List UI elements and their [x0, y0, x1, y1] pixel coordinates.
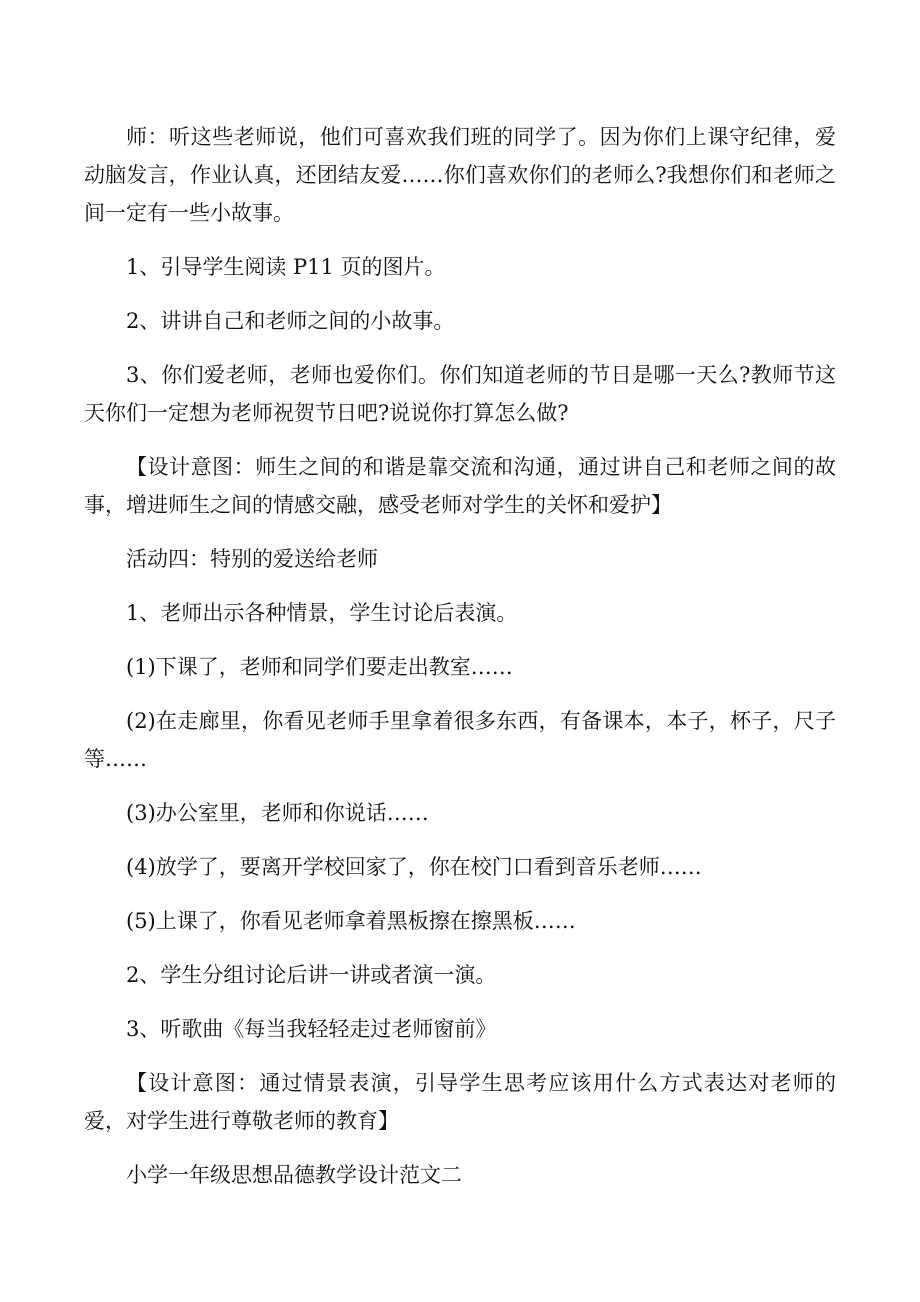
paragraph-scenario-1: (1)下课了，老师和同学们要走出教室……: [126, 655, 513, 679]
paragraph-teacher-intro: 师：听这些老师说，他们可喜欢我们班的同学了。因为你们上课守纪律，爱动脑发言，作业认真，还团结友爱……你们喜欢你们的老师么?我想你们和老师之间一定有一些小故事。: [84, 125, 836, 225]
paragraph-design-intent-2: 【设计意图：通过情景表演，引导学生思考应该用什么方式表达对老师的爱，对学生进行尊敬老师的教育】: [84, 1071, 836, 1133]
paragraph-activity-step-3: 3、听歌曲《每当我轻轻走过老师窗前》: [126, 1017, 497, 1041]
document-body: [84, 118, 836, 1210]
paragraph-section-title: 小学一年级思想品德教学设计范文二: [126, 1163, 462, 1187]
paragraph-step-2-tell-stories: 2、讲讲自己和老师之间的小故事。: [126, 309, 455, 333]
paragraph-scenario-5: (5)上课了，你看见老师拿着黑板擦在擦黑板……: [126, 909, 576, 933]
paragraph-scenario-4: (4)放学了，要离开学校回家了，你在校门口看到音乐老师……: [126, 855, 702, 879]
paragraph-activity-step-2: 2、学生分组讨论后讲一讲或者演一演。: [126, 963, 497, 987]
paragraph-scenario-2: (2)在走廊里，你看见老师手里拿着很多东西，有备课本，本子，杯子，尺子等……: [84, 709, 836, 771]
paragraph-activity-step-1: 1、老师出示各种情景，学生讨论后表演。: [126, 601, 518, 625]
paragraph-design-intent-1: 【设计意图：师生之间的和谐是靠交流和沟通，通过讲自己和老师之间的故事，增进师生之间的情感交融，感受老师对学生的关怀和爱护】: [84, 455, 836, 517]
paragraph-step-1-read-pictures: 1、引导学生阅读 P11 页的图片。: [126, 255, 446, 279]
paragraph-scenario-3: (3)办公室里，老师和你说话……: [126, 801, 429, 825]
paragraph-step-3-teachers-day: 3、你们爱老师，老师也爱你们。你们知道老师的节日是哪一天么?教师节这天你们一定想为老师祝贺节日吧?说说你打算怎么做?: [84, 363, 836, 425]
paragraph-activity-four-heading: 活动四：特别的爱送给老师: [126, 547, 378, 571]
